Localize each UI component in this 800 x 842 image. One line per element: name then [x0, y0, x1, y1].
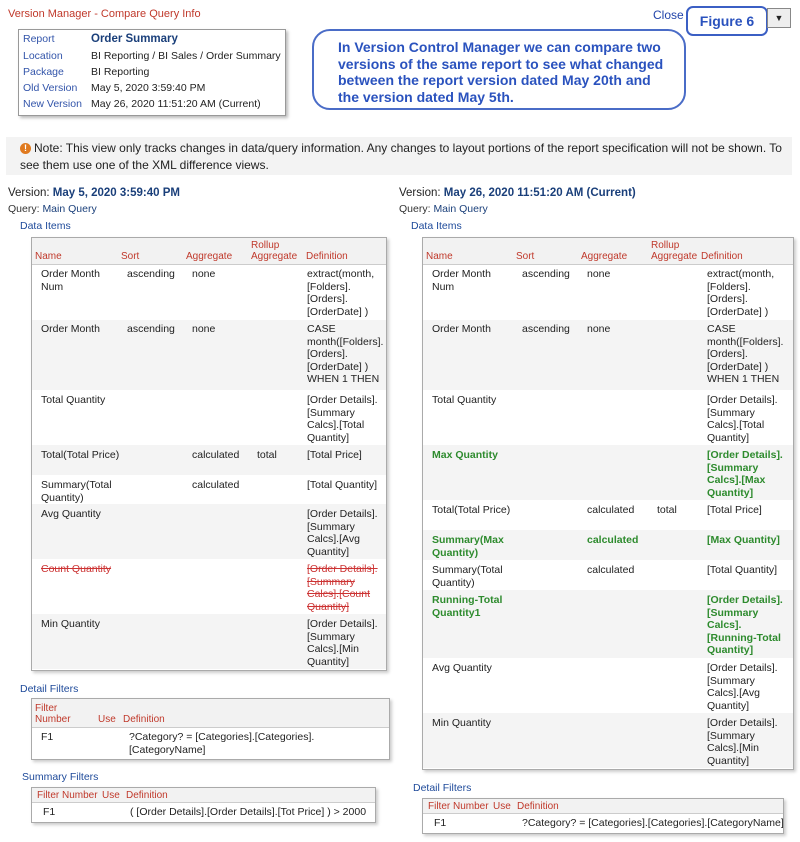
cell-definition: [Max Quantity]: [707, 534, 780, 546]
cell-aggregate: none: [587, 268, 611, 280]
info-value: May 26, 2020 11:51:20 AM (Current): [91, 98, 261, 110]
version-label: Version:: [399, 187, 441, 199]
col-definition: Definition: [306, 251, 348, 262]
cell-sort: ascending: [522, 323, 570, 335]
left-version-header: [8, 187, 180, 199]
col-name: Name: [426, 251, 453, 262]
report-info-box: [18, 29, 286, 116]
cell-definition: CASE month([Folders]. [Orders]. [OrderDate] ) WHEN 1 THEN: [707, 323, 784, 385]
left-data-items-table: [31, 237, 387, 671]
col-sort: Sort: [121, 251, 140, 262]
col-definition: Definition: [126, 790, 168, 801]
table-row: [32, 504, 386, 559]
query-value: Main Query: [42, 203, 97, 215]
right-version-header: [399, 187, 636, 199]
cell-name: Min Quantity: [432, 717, 491, 729]
col-definition: Definition: [701, 251, 743, 262]
cell-name: Total Quantity: [41, 394, 106, 406]
cell-rollup: total: [257, 449, 277, 461]
cell-definition: [Order Details]. [Summary Calcs].[Count Quantity]: [307, 563, 378, 613]
table-header: [423, 238, 793, 265]
cell-aggregate: none: [192, 268, 216, 280]
query-label: Query:: [8, 203, 40, 215]
figure-label: Figure 6: [686, 6, 768, 36]
cell-aggregate: none: [587, 323, 611, 335]
col-use: Use: [102, 790, 120, 801]
table-row: [32, 320, 386, 390]
info-key: New Version: [23, 98, 82, 110]
cell-name: Total(Total Price): [41, 449, 120, 461]
cell-name: Order Month: [432, 323, 491, 335]
cell-definition: [Order Details]. [Summary Calcs].[Total Quantity]: [307, 394, 378, 444]
cell-definition: [Order Details]. [Summary Calcs].[Avg Quantity]: [307, 508, 378, 558]
cell-definition: ?Category? = [Categories].[Categories].[CategoryName]: [522, 817, 784, 829]
cell-name: Summary(Max Quantity): [432, 534, 504, 559]
version-value: May 5, 2020 3:59:40 PM: [52, 187, 180, 199]
cell-definition: [Order Details]. [Summary Calcs].[Min Quantity]: [707, 717, 778, 767]
cell-aggregate: calculated: [587, 564, 635, 576]
info-key: Old Version: [23, 82, 78, 94]
cell-definition: [Total Quantity]: [707, 564, 778, 576]
warning-icon: !: [20, 143, 31, 154]
right-detail-filters-label: Detail Filters: [413, 782, 472, 794]
table-row-added: [423, 590, 793, 658]
note-text: Note: This view only tracks changes in data/query information. Any changes to layout portions of the report specification will not be shown. To see them use one of the XML difference views.: [20, 141, 782, 172]
col-definition: Definition: [517, 801, 559, 812]
col-filter-number: Filter Number: [37, 790, 98, 801]
info-key: Report: [23, 33, 55, 45]
cell-aggregate: calculated: [192, 479, 240, 491]
right-data-items-label: Data Items: [411, 220, 462, 232]
table-row: [32, 445, 386, 475]
cell-definition: [Order Details]. [Summary Calcs]. [Running-Total Quantity]: [707, 594, 783, 656]
annotation-callout: In Version Control Manager we can compare two versions of the same report to see what changed between the report version dated May 20th and the version dated May 5th.: [312, 29, 686, 110]
cell-definition: [Total Quantity]: [307, 479, 378, 491]
cell-name: Max Quantity: [432, 449, 498, 461]
cell-aggregate: calculated: [587, 534, 639, 546]
window-title: Version Manager - Compare Query Info: [8, 8, 201, 20]
table-row-removed: [32, 559, 386, 614]
left-detail-filters-label: Detail Filters: [20, 683, 79, 695]
cell-aggregate: calculated: [192, 449, 240, 461]
cell-definition: ?Category? = [Categories].[Categories]. [CategoryName]: [129, 731, 315, 756]
cell-definition: [Order Details]. [Summary Calcs].[Total Quantity]: [707, 394, 778, 444]
version-value: May 26, 2020 11:51:20 AM (Current): [443, 187, 636, 199]
left-query-line: [8, 203, 97, 215]
dropdown-arrow-icon[interactable]: ▼: [767, 8, 791, 28]
cell-name: Avg Quantity: [432, 662, 492, 674]
cell-definition: [Order Details]. [Summary Calcs].[Avg Quantity]: [707, 662, 778, 712]
info-key: Location: [23, 50, 63, 62]
col-sort: Sort: [516, 251, 535, 262]
table-row: [32, 614, 386, 669]
right-detail-filters-table: [422, 798, 784, 834]
col-use: Use: [98, 714, 116, 725]
left-data-items-label: Data Items: [20, 220, 71, 232]
cell-definition: [Total Price]: [707, 504, 762, 516]
query-value: Main Query: [433, 203, 488, 215]
cell-name: Order Month Num: [432, 268, 491, 293]
cell-definition: [Total Price]: [307, 449, 362, 461]
cell-name: Total(Total Price): [432, 504, 511, 516]
table-header: [32, 238, 386, 265]
col-rollup: Rollup Aggregate: [651, 240, 698, 262]
info-value: BI Reporting: [91, 66, 150, 78]
cell-name: Summary(Total Quantity): [432, 564, 503, 589]
table-row-added: [423, 530, 793, 560]
cell-name: Count Quantity: [41, 563, 112, 575]
table-row: [423, 560, 793, 590]
right-data-items-table: [422, 237, 794, 770]
table-header: [32, 788, 375, 803]
cell-definition: extract(month, [Folders]. [Orders]. [OrderDate] ): [707, 268, 775, 318]
cell-name: Running-Total Quantity1: [432, 594, 503, 619]
cell-definition: extract(month, [Folders]. [Orders]. [OrderDate] ): [307, 268, 375, 318]
query-label: Query:: [399, 203, 431, 215]
table-row: [32, 475, 386, 504]
note-banner: [6, 137, 792, 175]
cell-name: Order Month Num: [41, 268, 100, 293]
cell-definition: ( [Order Details].[Order Details].[Tot Price] ) > 2000: [130, 806, 367, 818]
col-name: Name: [35, 251, 62, 262]
cell-sort: ascending: [127, 268, 175, 280]
cell-sort: ascending: [522, 268, 570, 280]
col-filter-number: Filter Number: [428, 801, 489, 812]
cell-aggregate: calculated: [587, 504, 635, 516]
cell-name: Order Month: [41, 323, 100, 335]
close-link[interactable]: Close: [653, 8, 684, 22]
cell-aggregate: none: [192, 323, 216, 335]
info-value: Order Summary: [91, 33, 178, 45]
cell-name: Avg Quantity: [41, 508, 101, 520]
version-label: Version:: [8, 187, 50, 199]
table-header: [32, 699, 389, 728]
table-row: [423, 265, 793, 320]
col-filter-number: Filter Number: [35, 703, 71, 725]
cell-rollup: total: [657, 504, 677, 516]
cell-name: Summary(Total Quantity): [41, 479, 112, 504]
left-summary-filters-label: Summary Filters: [22, 771, 99, 783]
cell-filter-number: F1: [434, 817, 447, 829]
left-summary-filters-table: [31, 787, 376, 823]
col-definition: Definition: [123, 714, 165, 725]
cell-definition: [Order Details]. [Summary Calcs].[Min Quantity]: [307, 618, 378, 668]
col-aggregate: Aggregate: [581, 251, 628, 262]
cell-filter-number: F1: [43, 806, 56, 818]
left-detail-filters-table: [31, 698, 390, 760]
table-row: [32, 390, 386, 445]
table-row: [423, 658, 793, 713]
table-row: [32, 265, 386, 320]
table-row: [423, 500, 793, 530]
table-row: [423, 390, 793, 445]
cell-sort: ascending: [127, 323, 175, 335]
col-use: Use: [493, 801, 511, 812]
right-query-line: [399, 203, 488, 215]
cell-name: Min Quantity: [41, 618, 100, 630]
col-rollup: Rollup Aggregate: [251, 240, 298, 262]
col-aggregate: Aggregate: [186, 251, 233, 262]
cell-name: Total Quantity: [432, 394, 497, 406]
cell-definition: [Order Details]. [Summary Calcs].[Max Quantity]: [707, 449, 783, 499]
cell-filter-number: F1: [41, 731, 54, 743]
table-header: [423, 799, 783, 814]
table-row: [423, 713, 793, 768]
cell-definition: CASE month([Folders]. [Orders]. [OrderDate] ) WHEN 1 THEN: [307, 323, 384, 385]
table-row: [423, 320, 793, 390]
info-value: BI Reporting / BI Sales / Order Summary: [91, 50, 281, 62]
info-value: May 5, 2020 3:59:40 PM: [91, 82, 206, 94]
table-row-added: [423, 445, 793, 500]
info-key: Package: [23, 66, 64, 78]
